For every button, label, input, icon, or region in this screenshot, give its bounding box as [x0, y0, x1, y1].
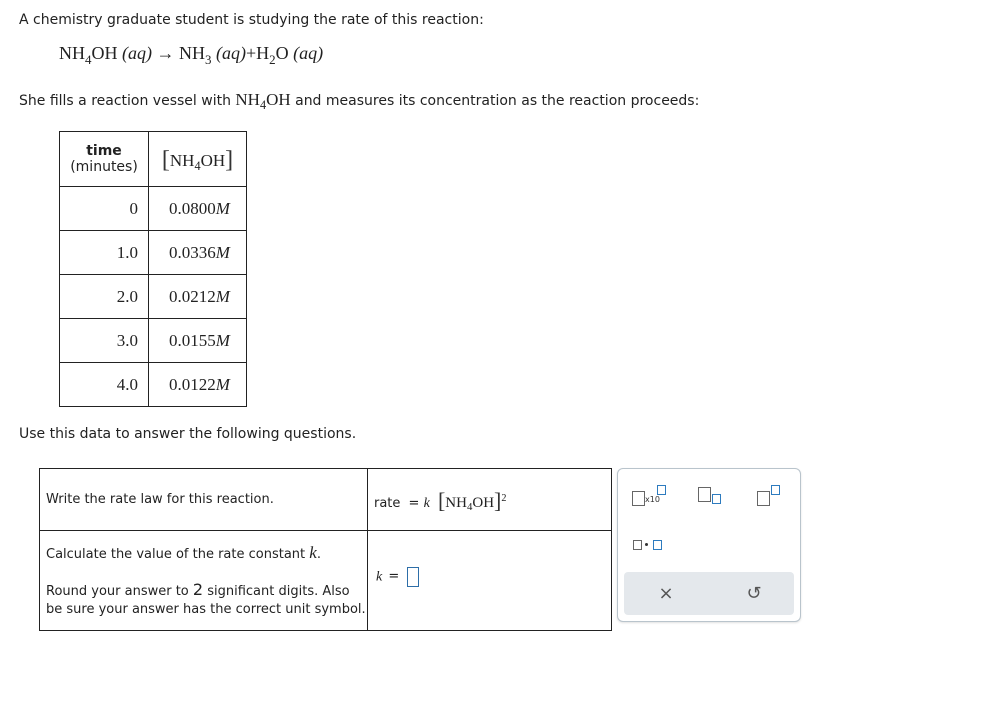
time-cell: 2.0 — [60, 275, 149, 319]
time-cell: 0 — [60, 187, 149, 231]
reaction-equation: $NH_4OH$ $(aq) \to NH_3$ $(aq)+H_2O$ (aq) — [59, 43, 324, 67]
subscript-button[interactable] — [698, 485, 724, 507]
question-row-rate-constant — [40, 531, 612, 631]
base-box-icon — [698, 487, 711, 502]
exponent-box-icon — [657, 485, 666, 495]
subscript-box-icon — [712, 494, 721, 504]
concentration-cell: 0.0122M — [149, 363, 247, 407]
base-box-icon — [632, 491, 645, 506]
rate-constant-input[interactable] — [407, 567, 419, 587]
concentration-cell: 0.0800M — [149, 187, 247, 231]
rate-constant-question: Calculate the value of the rate constant k. Round your answer to 2 significant digits. Also be sure your answer has the correct unit symbol. — [40, 531, 368, 631]
time-cell: 3.0 — [60, 319, 149, 363]
time-header: time (minutes) — [60, 132, 149, 187]
concentration-header: $[NH_4OH]$ — [149, 132, 247, 187]
base-box-icon — [757, 491, 770, 506]
concentration-table — [59, 131, 247, 407]
table-header-row — [60, 132, 247, 187]
right-box-icon — [653, 540, 662, 550]
time-cell: 4.0 — [60, 363, 149, 407]
rate-constant-answer: k = — [368, 531, 612, 631]
scientific-notation-button[interactable] — [632, 485, 668, 509]
palette-action-bar — [624, 572, 794, 615]
superscript-button[interactable] — [757, 485, 783, 507]
time-cell: 1.0 — [60, 231, 149, 275]
question-table — [39, 468, 612, 631]
concentration-cell: 0.0212M — [149, 275, 247, 319]
multiply-dot-button[interactable] — [633, 539, 669, 553]
concentration-cell: 0.0336M — [149, 231, 247, 275]
table-row — [60, 275, 247, 319]
concentration-cell: 0.0155M — [149, 319, 247, 363]
undo-icon: ↺ — [746, 583, 762, 604]
question-row-rate-law — [40, 469, 612, 531]
left-box-icon — [633, 540, 642, 550]
table-row — [60, 187, 247, 231]
intro-text: A chemistry graduate student is studying the rate of this reaction: — [19, 12, 484, 28]
close-icon: × — [658, 583, 674, 604]
undo-button[interactable] — [724, 572, 784, 615]
clear-button[interactable] — [636, 572, 696, 615]
table-row — [60, 363, 247, 407]
use-data-text: Use this data to answer the following questions. — [19, 426, 357, 442]
math-tool-palette — [617, 468, 801, 622]
table-row — [60, 319, 247, 363]
rate-law-question: Write the rate law for this reaction. — [40, 469, 368, 531]
dot-icon — [645, 543, 648, 546]
table-row — [60, 231, 247, 275]
x10-label: x10 — [645, 495, 660, 504]
statement-text: She fills a reaction vessel with $NH_4OH$ and measures its concentration as the reaction proceeds: — [19, 90, 700, 113]
superscript-box-icon — [771, 485, 780, 495]
rate-law-answer[interactable]: rate = k $[NH_4OH]^2$ — [368, 469, 612, 531]
